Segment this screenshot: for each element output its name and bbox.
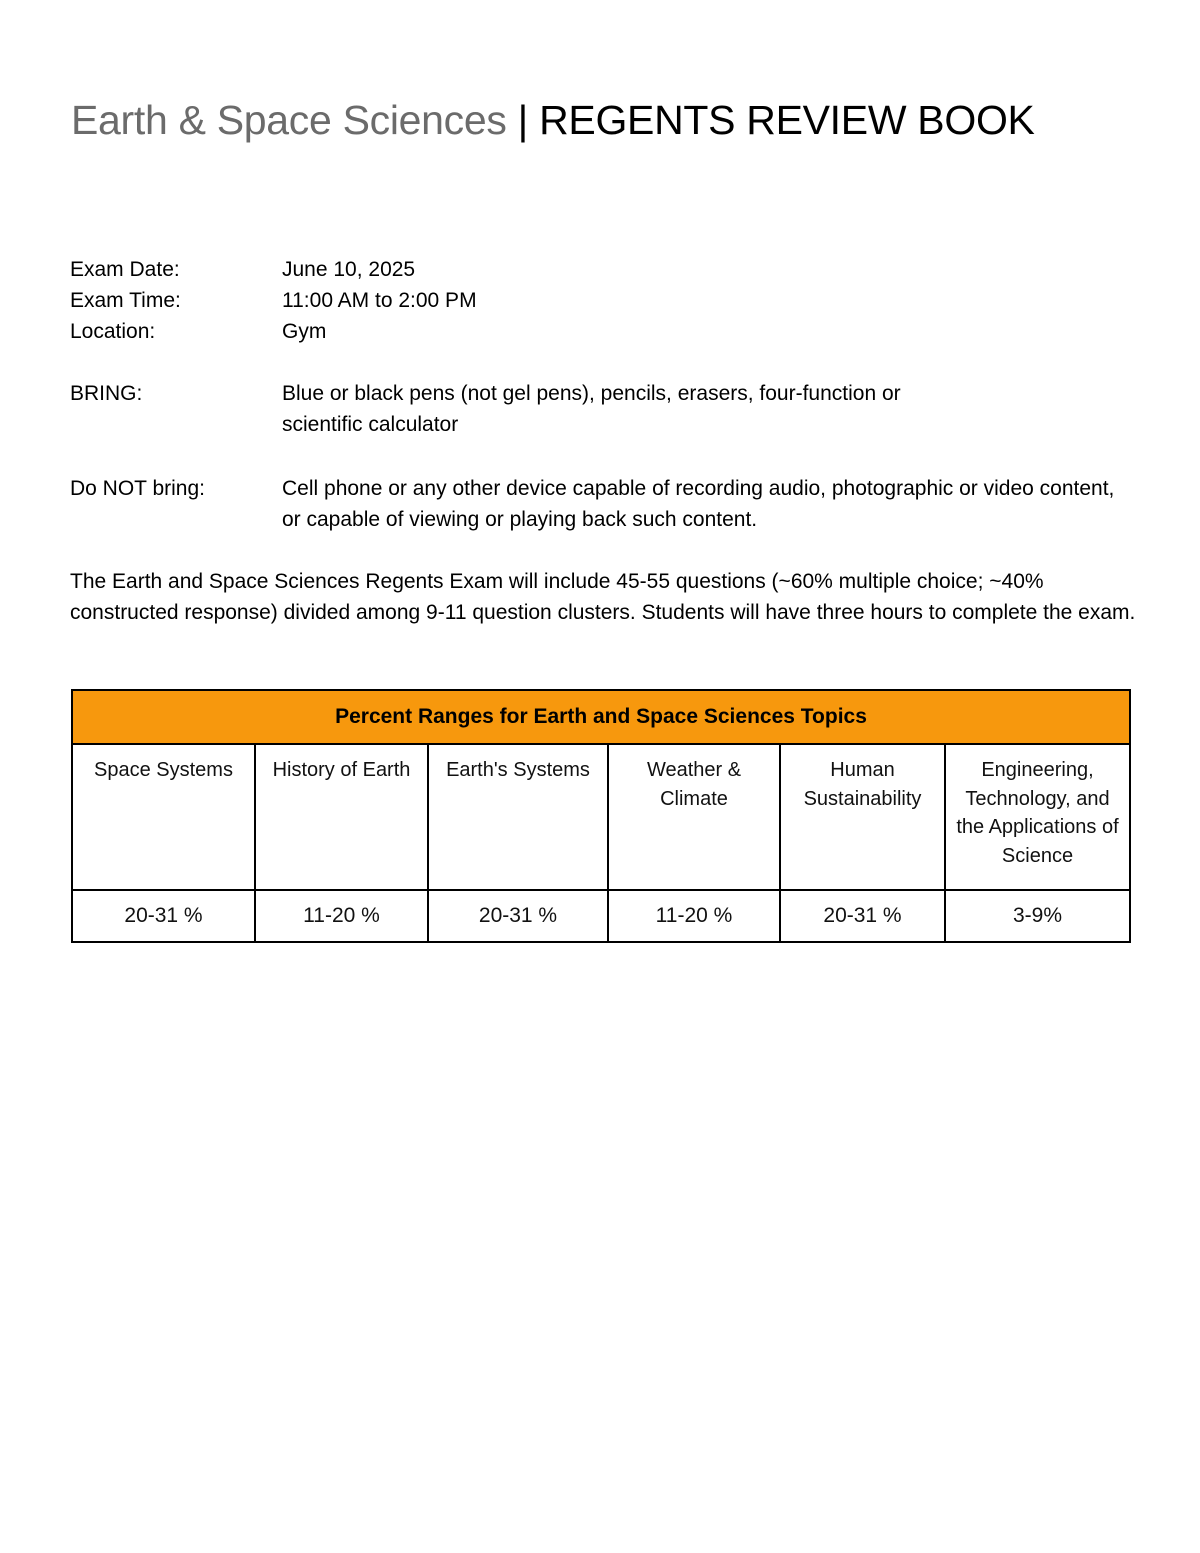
exam-date-row xyxy=(70,254,1140,285)
percent-weather-climate: 11-20 % xyxy=(608,890,780,942)
percent-earths-systems: 20-31 % xyxy=(428,890,608,942)
location-label: Location: xyxy=(70,320,156,343)
do-not-bring-value: Cell phone or any other device capable of recording audio, photographic or video content, or capable of viewing or playing back such content. xyxy=(282,477,1115,531)
topic-history-of-earth: History of Earth xyxy=(255,744,428,890)
table-title: Percent Ranges for Earth and Space Sciences Topics xyxy=(72,690,1130,744)
topic-percent-table xyxy=(71,689,1131,943)
exam-date-value: June 10, 2025 xyxy=(282,258,416,281)
exam-description: The Earth and Space Sciences Regents Exam will include 45-55 questions (~60% multiple choice; ~40% constructed response) divided among 9-11 question clusters. Students will have three hours to complete the exam. xyxy=(70,570,1136,624)
bring-label: BRING: xyxy=(70,382,143,405)
exam-date-label: Exam Date: xyxy=(70,258,180,281)
exam-time-value: 11:00 AM to 2:00 PM xyxy=(282,289,477,312)
exam-time-label: Exam Time: xyxy=(70,289,181,312)
do-not-bring-row xyxy=(70,473,1132,535)
title-subject: Earth & Space Sciences xyxy=(71,97,507,143)
percent-row xyxy=(72,890,1130,942)
topic-weather-climate: Weather & Climate xyxy=(608,744,780,890)
page-title xyxy=(71,96,1035,144)
title-book: REGENTS REVIEW BOOK xyxy=(539,97,1035,143)
exam-time-row xyxy=(70,285,1140,316)
topic-engineering: Engineering, Technology, and the Applications of Science xyxy=(945,744,1130,890)
topic-space-systems: Space Systems xyxy=(72,744,255,890)
topic-earths-systems: Earth's Systems xyxy=(428,744,608,890)
percent-engineering: 3-9% xyxy=(945,890,1130,942)
do-not-bring-label: Do NOT bring: xyxy=(70,477,205,500)
topic-human-sustainability: Human Sustainability xyxy=(780,744,945,890)
location-row xyxy=(70,316,1140,347)
title-separator: | xyxy=(506,97,540,143)
location-value: Gym xyxy=(282,320,327,343)
bring-value: Blue or black pens (not gel pens), pencils, erasers, four-function or scientific calculator xyxy=(282,382,901,436)
topic-row xyxy=(72,744,1130,890)
percent-human-sustainability: 20-31 % xyxy=(780,890,945,942)
percent-history-of-earth: 11-20 % xyxy=(255,890,428,942)
percent-space-systems: 20-31 % xyxy=(72,890,255,942)
bring-row xyxy=(70,378,980,440)
